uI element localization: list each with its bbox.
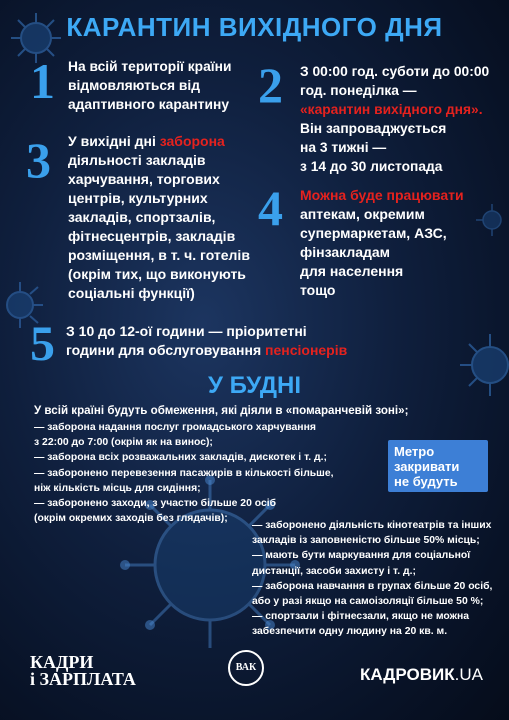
weekdays-heading: У БУДНІ [207, 372, 302, 399]
item-2-text [300, 62, 489, 176]
item-3-text-part: діяльності закладів харчування, торгових центрів, культурних закладів, спортзалів, фітнесцентрів, закладів розміщення, в т. ч. готелів (окрім тих, що виконують соціальні функції) [68, 152, 250, 301]
item-2-text-part: З 00:00 год. суботи до 00:00 год. понеділка — [300, 64, 490, 98]
item-number-3: 3 [26, 132, 51, 188]
item-3-text [68, 132, 250, 303]
weekdays-right-list: — заборонено діяльність кінотеатрів та інших закладів із заповненістю більше 50% місць; — мають бути маркування для соціальної дистанції, засоби захисту і т. д.; — заборона навчання в групах більше 20 осіб, або у разі якщо на самоізоляції більше 50 %; — спортзали і фітнесзали, якщо не можна забезпечити одну людину на 20 кв. м. [252, 520, 493, 638]
item-3-text-part: У вихідні дні [68, 133, 160, 149]
item-number-4: 4 [258, 180, 283, 236]
item-5-text [66, 322, 347, 360]
item-number-2: 2 [258, 57, 283, 113]
item-4-text-part: аптекам, окремим супермаркетам, АЗС, фінзакладам для населення тощо [300, 206, 447, 298]
item-5-highlight: пенсіонерів [265, 342, 348, 358]
item-number-5: 5 [30, 315, 55, 371]
item-2-text-part: Він запроваджується на 3 тижні — з 14 до 30 листопада [300, 121, 447, 174]
item-1-text: На всій території країни відмовляються від адаптивного карантину [68, 59, 232, 112]
virus-icon [470, 200, 509, 240]
kadrovyk-logo-suffix: .UA [454, 665, 483, 684]
metro-notice-box: Метро закривати не будуть [388, 440, 488, 492]
item-2-highlight: «карантин вихідного дня». [300, 102, 483, 117]
vak-seal-logo: ВАК [228, 650, 264, 686]
weekdays-left-list: — заборона надання послуг громадського харчування з 22:00 до 7:00 (окрім як на винос); — заборона всіх розважальних закладів, дискотек і т. д.; — заборонено перевезення пасажирів в кількості більше, ніж кількість місць для сидіння; — заборонено заходи, з участю більше 20 осіб (окрім окремих заходів без глядачів); [34, 422, 334, 525]
weekdays-intro: У всій країні будуть обмеження, які діяли в «помаранчевій зоні»; [34, 404, 409, 417]
kadrovyk-logo-main: КАДРОВИК [360, 665, 455, 684]
item-number-1: 1 [30, 53, 55, 109]
item-4-highlight: Можна буде працювати [300, 187, 464, 203]
page-title: КАРАНТИН ВИХІДНОГО ДНЯ [66, 12, 443, 42]
item-5-text-part: З 10 до 12-ої години — пріоритетні години для обслуговування [66, 323, 307, 358]
kadrovyk-logo [360, 665, 483, 685]
item-3-highlight: заборона [159, 133, 225, 149]
item-4-text [300, 186, 464, 300]
kadry-i-zarplata-logo: КАДРИ і ЗАРПЛАТА [30, 652, 136, 689]
